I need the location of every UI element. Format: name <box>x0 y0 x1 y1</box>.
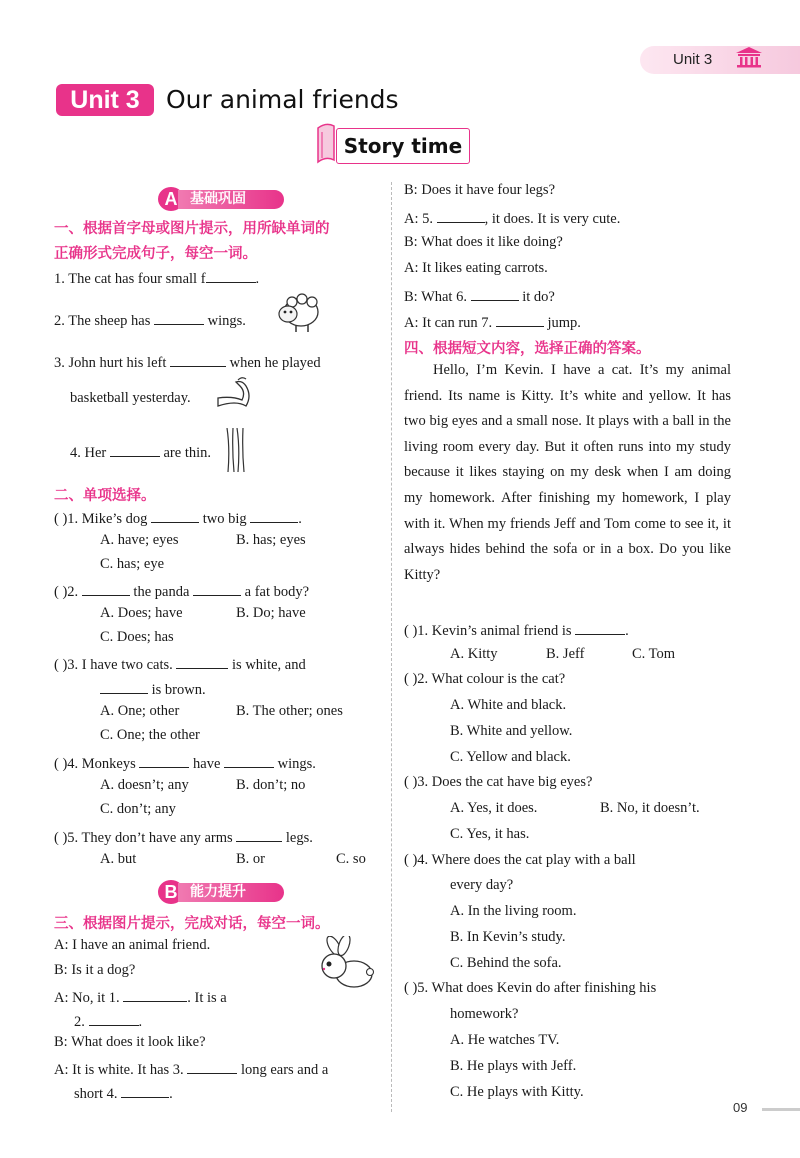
question-text: is brown. <box>151 682 206 698</box>
answer-blank[interactable] <box>82 581 130 596</box>
question-text: the panda <box>133 584 190 600</box>
dialogue-line <box>404 312 581 332</box>
question-text: ( )3. I have two cats. <box>54 657 173 673</box>
option-b[interactable]: B. Do; have <box>236 605 306 621</box>
option-a[interactable]: A. doesn’t; any <box>100 777 189 793</box>
part4-q4: ( )4. Where does the cat play with a ball <box>404 852 636 868</box>
section-story-time: Story time <box>336 128 470 164</box>
arm-muscle-icon <box>216 376 262 418</box>
dialogue-line: A: It likes eating carrots. <box>404 260 548 276</box>
dialogue-text: long ears and a <box>240 1062 329 1078</box>
question-text: ( )2. <box>54 584 79 600</box>
part2-q4 <box>54 753 316 773</box>
dialogue-text: it do? <box>522 289 555 305</box>
answer-blank[interactable] <box>139 753 189 768</box>
rabbit-icon <box>312 936 376 994</box>
part4-q4-line2: every day? <box>450 877 514 893</box>
option-c[interactable]: C. One; the other <box>100 727 200 743</box>
answer-blank[interactable] <box>224 753 274 768</box>
option-c[interactable]: C. Behind the sofa. <box>450 955 562 971</box>
answer-blank[interactable] <box>154 310 204 325</box>
option-b[interactable]: B. has; eyes <box>236 532 306 548</box>
answer-blank[interactable] <box>170 352 226 367</box>
dialogue-line: B: What does it like doing? <box>404 234 563 250</box>
question-text: ( )4. Monkeys <box>54 756 136 772</box>
part1-q2 <box>54 310 246 330</box>
section-a-badge <box>158 187 288 211</box>
dialogue-text: A: 5. <box>404 211 433 227</box>
page-number-rule <box>762 1108 800 1111</box>
dialogue-text: B: What 6. <box>404 289 467 305</box>
option-b[interactable]: B. No, it doesn’t. <box>600 800 700 816</box>
answer-blank[interactable] <box>471 286 519 301</box>
answer-blank[interactable] <box>437 208 485 223</box>
reading-passage: Hello, I’m Kevin. I have a cat. It’s my animal friend. Its name is Kitty. It’s white and yellow. It has two big eyes and a small nose. It plays with a ball in the living room every day. But it often runs into my study because it likes staying on my desk when I am doing my homework. After finishing my homework, I play with it. When my friends Jeff and Tom come to see it, it always hides behind the sofa or in a box. Do you like Kitty? <box>404 362 731 583</box>
dialogue-line: A: I have an animal friend. <box>54 937 211 953</box>
dialogue-line <box>404 286 555 306</box>
part2-q1 <box>54 508 302 528</box>
dialogue-text: . <box>138 1014 143 1030</box>
legs-icon <box>222 428 248 474</box>
answer-blank[interactable] <box>206 268 256 283</box>
page-title: Our animal friends <box>166 85 399 114</box>
part4-q1 <box>404 620 629 640</box>
part2-heading: 二、单项选择。 <box>54 488 156 504</box>
sheep-icon <box>274 290 322 336</box>
part2-q2 <box>54 581 309 601</box>
section-b-label: 能力提升 <box>178 883 284 902</box>
answer-blank[interactable] <box>575 620 625 635</box>
option-c[interactable]: C. Yellow and black. <box>450 749 571 765</box>
question-text: ( )5. They don’t have any arms <box>54 830 233 846</box>
header-unit-tab <box>640 46 800 74</box>
question-text: ( )1. Kevin’s animal friend is <box>404 623 572 639</box>
section-b-badge <box>158 880 288 904</box>
answer-blank[interactable] <box>121 1083 169 1098</box>
answer-blank[interactable] <box>100 679 148 694</box>
answer-blank[interactable] <box>496 312 544 327</box>
option-a[interactable]: A. He watches TV. <box>450 1032 560 1048</box>
option-b[interactable]: B. White and yellow. <box>450 723 573 739</box>
option-b[interactable]: B. or <box>236 851 265 867</box>
temple-icon <box>734 45 764 69</box>
option-a[interactable]: A. Does; have <box>100 605 183 621</box>
header-unit-label: Unit 3 <box>673 51 713 68</box>
option-a[interactable]: A. but <box>100 851 137 867</box>
question-text: is white, and <box>232 657 306 673</box>
dialogue-text: . <box>169 1086 173 1102</box>
option-b[interactable]: B. The other; ones <box>236 703 343 719</box>
option-c[interactable]: C. Yes, it has. <box>450 826 530 842</box>
dialogue-line <box>74 1083 173 1103</box>
dialogue-line: B: Does it have four legs? <box>404 182 556 198</box>
part1-q3-line2: basketball yesterday. <box>70 390 191 406</box>
dialogue-line <box>74 1011 142 1031</box>
q1-end: . <box>255 271 260 287</box>
q4-text: 4. Her <box>70 445 107 461</box>
dialogue-text: . It is a <box>187 990 227 1006</box>
option-b[interactable]: B. Jeff <box>546 646 585 662</box>
dialogue-line <box>404 208 620 228</box>
option-c[interactable]: C. don’t; any <box>100 801 176 817</box>
answer-blank[interactable] <box>193 581 241 596</box>
dialogue-text: A: It is white. It has 3. <box>54 1062 184 1078</box>
option-c[interactable]: C. so <box>336 851 366 867</box>
dialogue-text: 2. <box>74 1014 85 1030</box>
option-a[interactable]: A. One; other <box>100 703 180 719</box>
question-text: . <box>298 511 302 527</box>
q1-text: 1. The cat has four small f <box>54 271 206 287</box>
answer-blank[interactable] <box>187 1059 237 1074</box>
part4-q5: ( )5. What does Kevin do after finishing his <box>404 980 657 996</box>
answer-blank[interactable] <box>236 827 282 842</box>
answer-blank[interactable] <box>123 987 187 1002</box>
part4-q2: ( )2. What colour is the cat? <box>404 671 566 687</box>
book-icon <box>314 122 338 164</box>
question-text: a fat body? <box>244 584 310 600</box>
answer-blank[interactable] <box>110 442 160 457</box>
q2-text: 2. The sheep has <box>54 313 151 329</box>
option-a[interactable]: A. Kitty <box>450 646 498 662</box>
question-text: wings. <box>277 756 316 772</box>
option-b[interactable]: B. don’t; no <box>236 777 306 793</box>
question-text: . <box>625 623 629 639</box>
answer-blank[interactable] <box>250 508 298 523</box>
part1-heading-line2: 正确形式完成句子，每空一词。 <box>54 246 257 262</box>
dialogue-text: short 4. <box>74 1086 118 1102</box>
dialogue-line <box>54 1059 328 1079</box>
dialogue-text: A: No, it 1. <box>54 990 120 1006</box>
option-a[interactable]: A. have; eyes <box>100 532 179 548</box>
q3-text-2: when he played <box>229 355 321 371</box>
option-a[interactable]: A. Yes, it does. <box>450 800 538 816</box>
question-text: have <box>193 756 221 772</box>
part4-q3: ( )3. Does the cat have big eyes? <box>404 774 593 790</box>
q2-end: wings. <box>207 313 246 329</box>
option-c[interactable]: C. has; eye <box>100 556 165 572</box>
part2-q3 <box>54 654 306 674</box>
q4-end: are thin. <box>163 445 212 461</box>
answer-blank[interactable] <box>89 1011 139 1026</box>
option-b[interactable]: B. In Kevin’s study. <box>450 929 566 945</box>
unit-badge: Unit 3 <box>56 84 154 116</box>
dialogue-text: A: It can run 7. <box>404 315 493 331</box>
part4-heading: 四、根据短文内容，选择正确的答案。 <box>404 341 651 357</box>
dialogue-line: B: Is it a dog? <box>54 962 136 978</box>
question-text: ( )1. Mike’s dog <box>54 511 148 527</box>
part1-q4 <box>70 442 211 462</box>
answer-blank[interactable] <box>176 654 228 669</box>
option-b[interactable]: B. He plays with Jeff. <box>450 1058 577 1074</box>
dialogue-line: B: What does it look like? <box>54 1034 206 1050</box>
question-text: legs. <box>285 830 313 846</box>
column-divider <box>391 182 392 1112</box>
q3-text: 3. John hurt his left <box>54 355 167 371</box>
option-c[interactable]: C. Tom <box>632 646 676 662</box>
page-number: 09 <box>733 1100 748 1115</box>
part1-q1 <box>54 268 259 288</box>
dialogue-line <box>54 987 227 1007</box>
part4-q5-line2: homework? <box>450 1006 519 1022</box>
option-a[interactable]: A. White and black. <box>450 697 567 713</box>
option-c[interactable]: C. He plays with Kitty. <box>450 1084 584 1100</box>
part2-q3-line2 <box>100 679 206 699</box>
dialogue-text: jump. <box>547 315 581 331</box>
dialogue-text: , it does. It is very cute. <box>484 211 621 227</box>
answer-blank[interactable] <box>151 508 199 523</box>
part1-heading-line1: 一、根据首字母或图片提示，用所缺单词的 <box>54 221 330 237</box>
option-c[interactable]: C. Does; has <box>100 629 174 645</box>
section-a-label: 基础巩固 <box>178 190 284 209</box>
part1-q3-line1 <box>54 352 321 372</box>
part3-heading: 三、根据图片提示，完成对话，每空一词。 <box>54 916 330 932</box>
part2-q5 <box>54 827 313 847</box>
option-a[interactable]: A. In the living room. <box>450 903 577 919</box>
question-text: two big <box>202 511 247 527</box>
section-a-letter: A <box>158 187 184 211</box>
section-b-letter: B <box>158 880 184 904</box>
